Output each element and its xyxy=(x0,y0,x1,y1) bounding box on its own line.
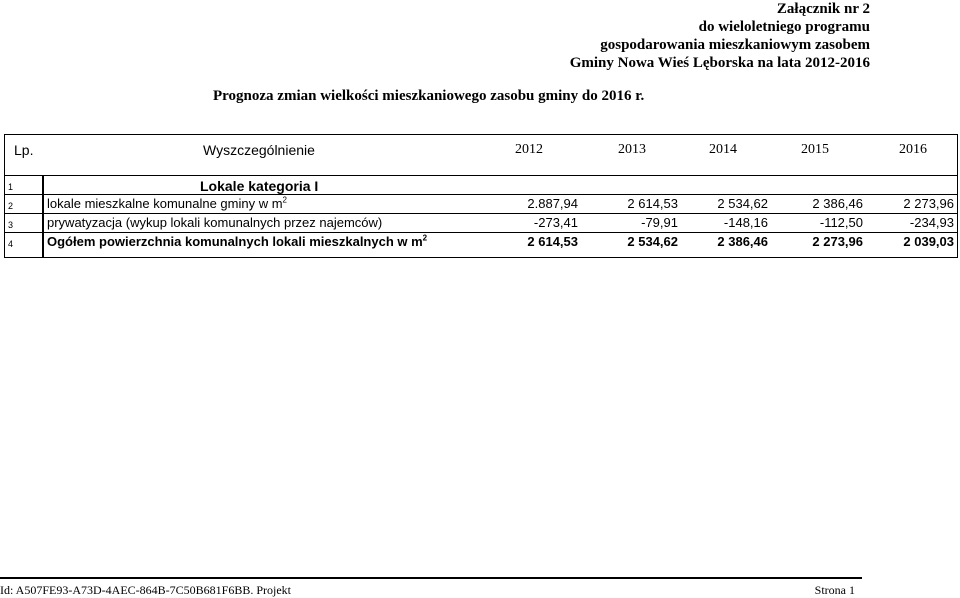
row-1-lp: 1 xyxy=(8,182,14,192)
row-3-value-2012: -273,41 xyxy=(533,215,578,230)
header-year-2016: 2016 xyxy=(899,142,927,157)
row-3-label: prywatyzacja (wykup lokali komunalnych przez najemców) xyxy=(47,215,383,230)
header-divider xyxy=(5,175,957,176)
row-3-value-2013: -79,91 xyxy=(641,215,678,230)
row-divider xyxy=(5,194,957,195)
row-4-value-2013: 2 534,62 xyxy=(627,234,678,249)
row-3-value-2014: -148,16 xyxy=(723,215,768,230)
header-spec: Wyszczególnienie xyxy=(203,142,315,158)
attachment-note xyxy=(570,0,870,72)
header-year-2013: 2013 xyxy=(618,142,646,157)
row-3-value-2016: -234,93 xyxy=(909,215,954,230)
header-year-2014: 2014 xyxy=(709,142,737,157)
attachment-line-4: Gminy Nowa Wieś Lęborska na lata 2012-2016 xyxy=(569,55,870,71)
document-title: Prognoza zmian wielkości mieszkaniowego zasobu gminy do 2016 r. xyxy=(213,88,645,104)
column-divider xyxy=(42,176,44,257)
row-2-value-2016: 2 273,96 xyxy=(903,196,954,211)
forecast-table xyxy=(4,134,958,258)
row-2-label-text: lokale mieszkalne komunalne gminy w m xyxy=(47,196,283,211)
header-year-2012: 2012 xyxy=(515,142,543,157)
header-lp: Lp. xyxy=(14,142,34,158)
row-2-value-2015: 2 386,46 xyxy=(812,196,863,211)
row-2-label xyxy=(47,196,287,212)
row-2-value-2013: 2 614,53 xyxy=(627,196,678,211)
row-2-label-sup: 2 xyxy=(282,195,287,205)
attachment-line-1: Załącznik nr 2 xyxy=(776,1,870,17)
row-3-value-2015: -112,50 xyxy=(819,215,863,230)
row-4-label-sup: 2 xyxy=(422,233,428,243)
row-3-lp: 3 xyxy=(8,220,14,230)
row-4-value-2014: 2 386,46 xyxy=(717,234,768,249)
row-4-value-2016: 2 039,03 xyxy=(903,234,954,249)
row-4-value-2012: 2 614,53 xyxy=(527,234,578,249)
row-divider xyxy=(5,232,957,233)
attachment-line-3: gospodarowania mieszkaniowym zasobem xyxy=(600,37,870,53)
header-year-2015: 2015 xyxy=(801,142,829,157)
footer-divider xyxy=(0,577,862,579)
row-1-label: Lokale kategoria I xyxy=(200,178,319,194)
attachment-line-2: do wieloletniego programu xyxy=(698,19,870,35)
row-2-value-2012: 2.887,94 xyxy=(527,196,578,211)
row-divider xyxy=(5,213,957,214)
row-2-lp: 2 xyxy=(8,201,14,211)
footer-document-id: Id: A507FE93-A73D-4AEC-864B-7C50B681F6BB. Projekt xyxy=(0,583,292,597)
row-2-value-2014: 2 534,62 xyxy=(717,196,768,211)
row-4-label xyxy=(47,234,427,250)
row-4-value-2015: 2 273,96 xyxy=(812,234,863,249)
row-4-lp: 4 xyxy=(8,239,14,249)
footer-page-number: Strona 1 xyxy=(814,583,855,597)
row-4-label-text: Ogółem powierzchnia komunalnych lokali mieszkalnych w m xyxy=(47,234,423,249)
